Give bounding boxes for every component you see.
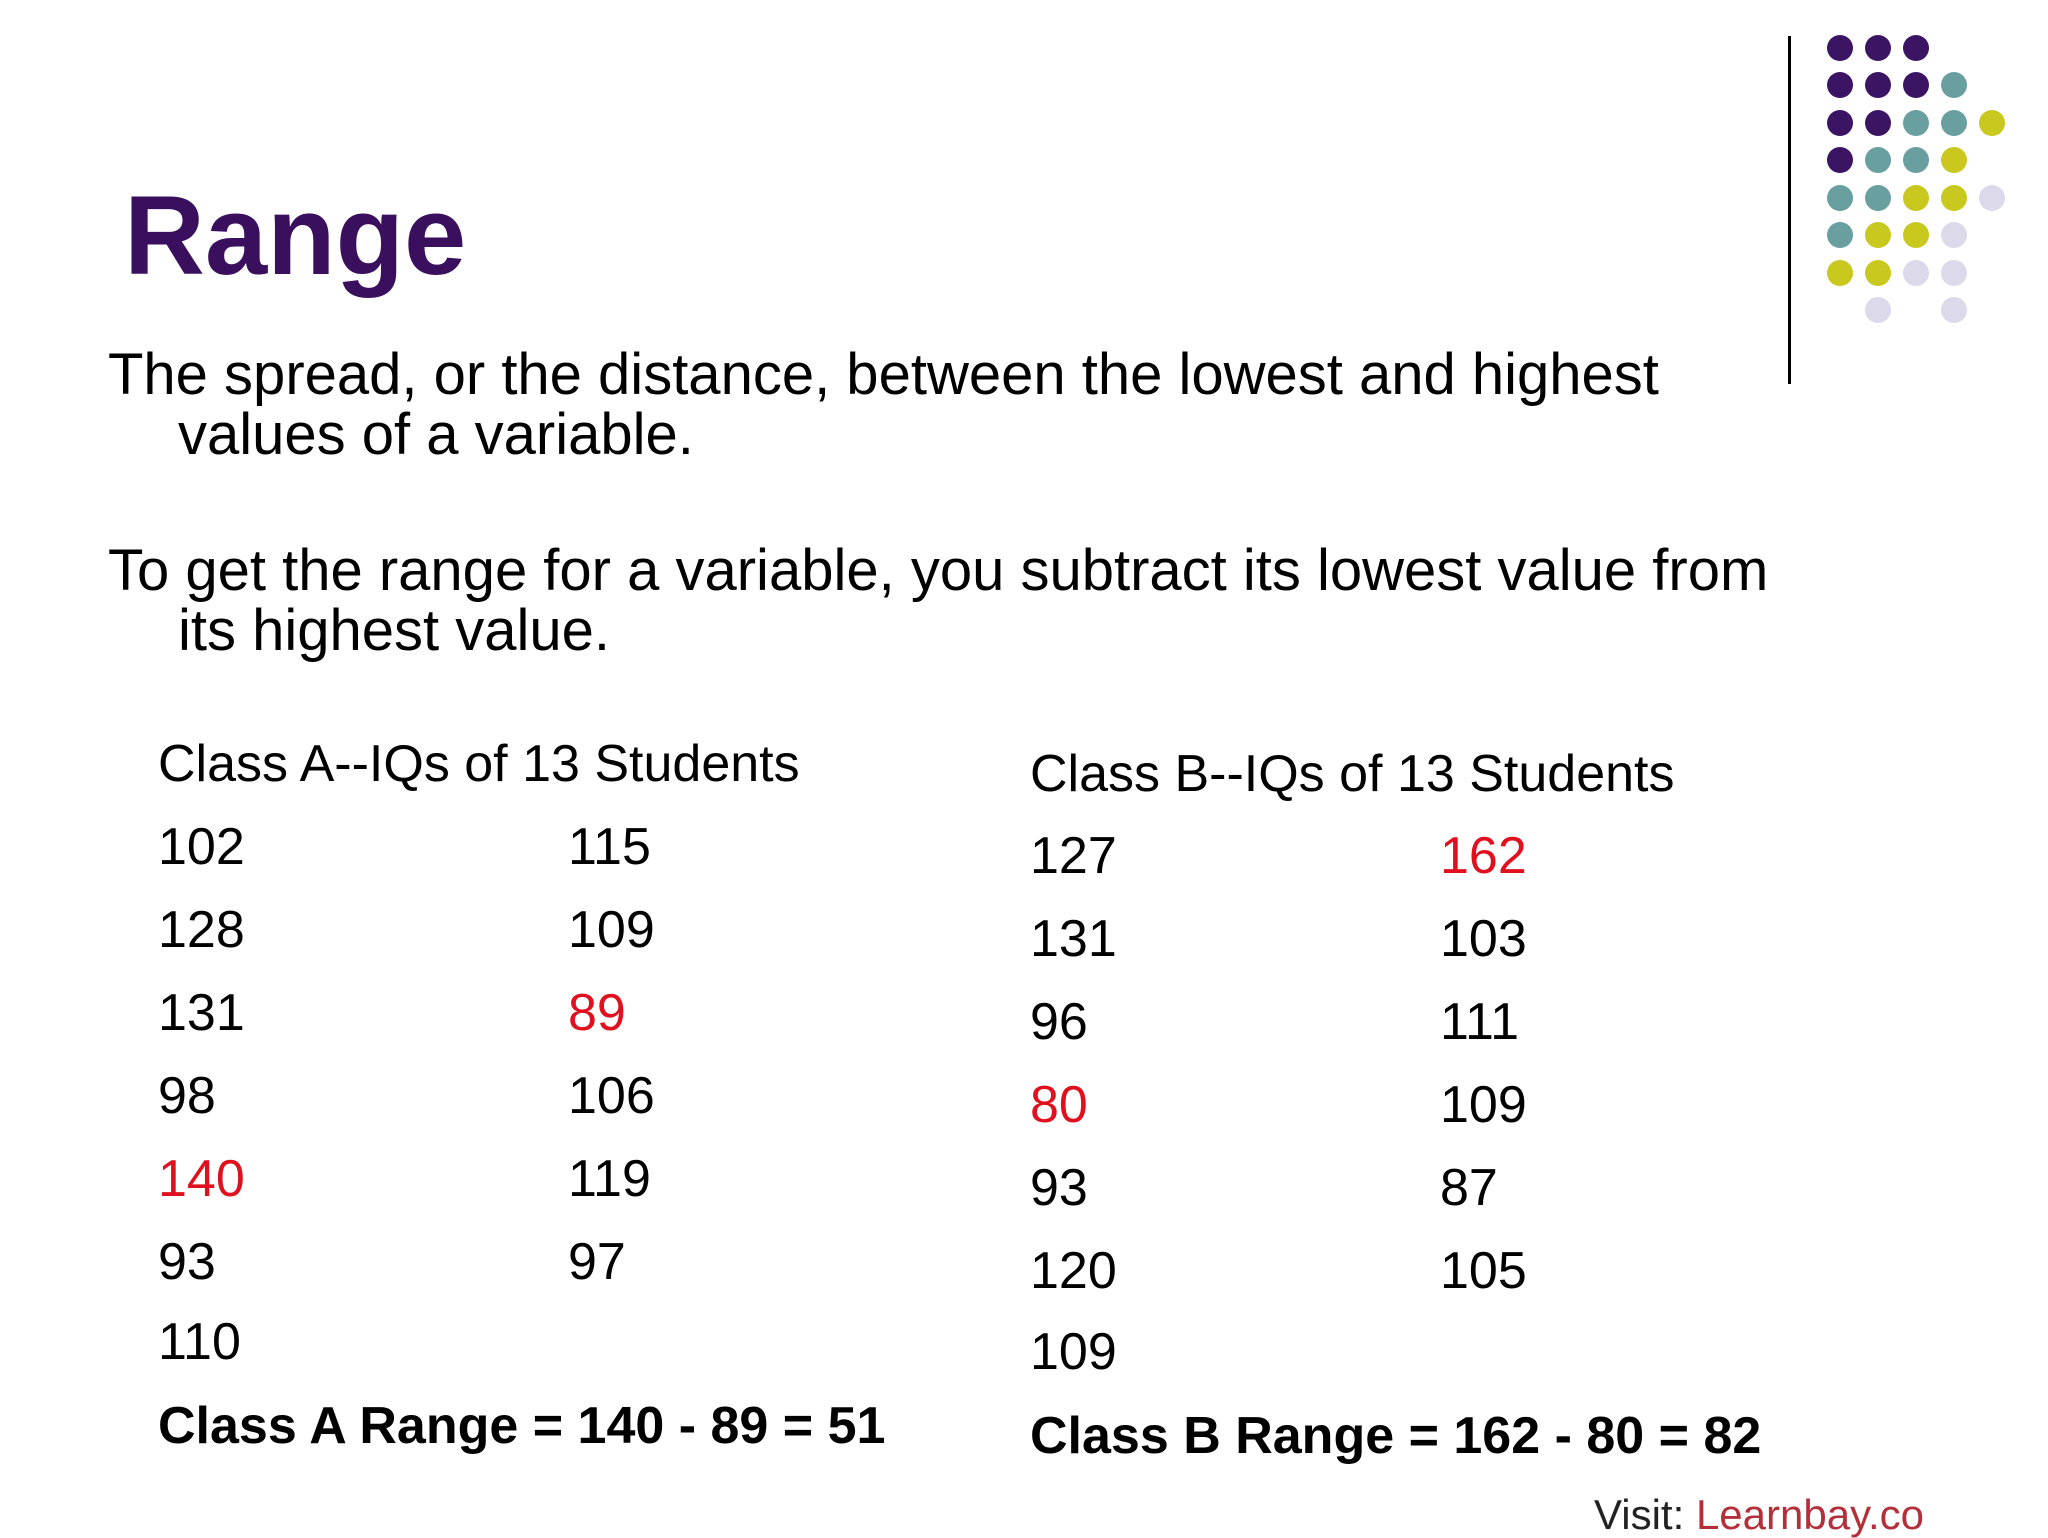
class-a-value: 119: [568, 1150, 651, 1208]
method-paragraph: [108, 538, 1769, 663]
decorative-dot: [1941, 185, 1967, 211]
decorative-dot: [1979, 185, 2005, 211]
class-b-value: 96: [1030, 993, 1088, 1051]
decorative-dot: [1941, 72, 1967, 98]
class-a-heading: Class A--IQs of 13 Students: [158, 735, 800, 793]
decorative-dot: [1827, 260, 1853, 286]
class-a-value: 102: [158, 818, 245, 876]
footer-link[interactable]: Learnbay.co: [1695, 1491, 1924, 1538]
decorative-dot: [1827, 185, 1853, 211]
decorative-dot: [1865, 185, 1891, 211]
decorative-dot: [1827, 110, 1853, 136]
class-a-value: 109: [568, 901, 655, 959]
class-a-value: 93: [158, 1233, 216, 1291]
method-line-2: its highest value.: [178, 598, 611, 663]
decorative-dot: [1903, 147, 1929, 173]
class-a-value: 110: [158, 1313, 241, 1371]
decorative-dot: [1941, 110, 1967, 136]
decorative-dot: [1979, 110, 2005, 136]
class-a-value: 97: [568, 1233, 626, 1291]
decorative-dot: [1865, 297, 1891, 323]
definition-line-2: values of a variable.: [178, 402, 694, 467]
decorative-dot: [1865, 222, 1891, 248]
class-b-value: 109: [1440, 1076, 1527, 1134]
decorative-dot: [1903, 185, 1929, 211]
class-b-heading: Class B--IQs of 13 Students: [1030, 745, 1675, 803]
class-b-value: 131: [1030, 910, 1117, 968]
class-b-value: 93: [1030, 1159, 1088, 1217]
decorative-dot: [1941, 147, 1967, 173]
decorative-dot: [1827, 35, 1853, 61]
decorative-dot: [1941, 260, 1967, 286]
decorative-dot: [1865, 147, 1891, 173]
footer-label: Visit:: [1594, 1491, 1696, 1538]
class-a-value: 131: [158, 984, 245, 1042]
decorative-dot: [1903, 222, 1929, 248]
decorative-dot: [1903, 110, 1929, 136]
vertical-divider: [1788, 36, 1791, 384]
class-b-min-value: 80: [1030, 1076, 1088, 1134]
decorative-dot: [1941, 297, 1967, 323]
method-line-1: To get the range for a variable, you subtract its lowest value from: [108, 538, 1769, 603]
definition-line-1: The spread, or the distance, between the lowest and highest: [108, 342, 1659, 407]
class-a-value: 115: [568, 818, 651, 876]
definition-paragraph: [108, 342, 1659, 467]
class-a-value: 98: [158, 1067, 216, 1125]
class-a-min-value: 89: [568, 984, 626, 1042]
class-a-value: 106: [568, 1067, 655, 1125]
class-b-value: 120: [1030, 1242, 1117, 1300]
decorative-dot: [1903, 35, 1929, 61]
decorative-dot: [1903, 72, 1929, 98]
decorative-dot: [1865, 260, 1891, 286]
decorative-dot: [1827, 147, 1853, 173]
class-b-range-result: Class B Range = 162 - 80 = 82: [1030, 1407, 1762, 1465]
class-b-value: 87: [1440, 1159, 1498, 1217]
decorative-dot: [1827, 222, 1853, 248]
class-b-value: 109: [1030, 1323, 1117, 1381]
class-b-value: 105: [1440, 1242, 1527, 1300]
decorative-dot: [1865, 35, 1891, 61]
class-b-value: 127: [1030, 827, 1117, 885]
decorative-dot: [1827, 72, 1853, 98]
class-a-max-value: 140: [158, 1150, 245, 1208]
decorative-dot: [1865, 72, 1891, 98]
slide-title: Range: [124, 173, 467, 298]
class-b-max-value: 162: [1440, 827, 1527, 885]
decorative-dot: [1903, 260, 1929, 286]
class-b-value: 111: [1440, 993, 1520, 1051]
decorative-dot: [1865, 110, 1891, 136]
footer-visit: [1594, 1491, 1924, 1538]
class-b-value: 103: [1440, 910, 1527, 968]
class-a-value: 128: [158, 901, 245, 959]
class-a-range-result: Class A Range = 140 - 89 = 51: [158, 1397, 886, 1455]
decorative-dot: [1941, 222, 1967, 248]
